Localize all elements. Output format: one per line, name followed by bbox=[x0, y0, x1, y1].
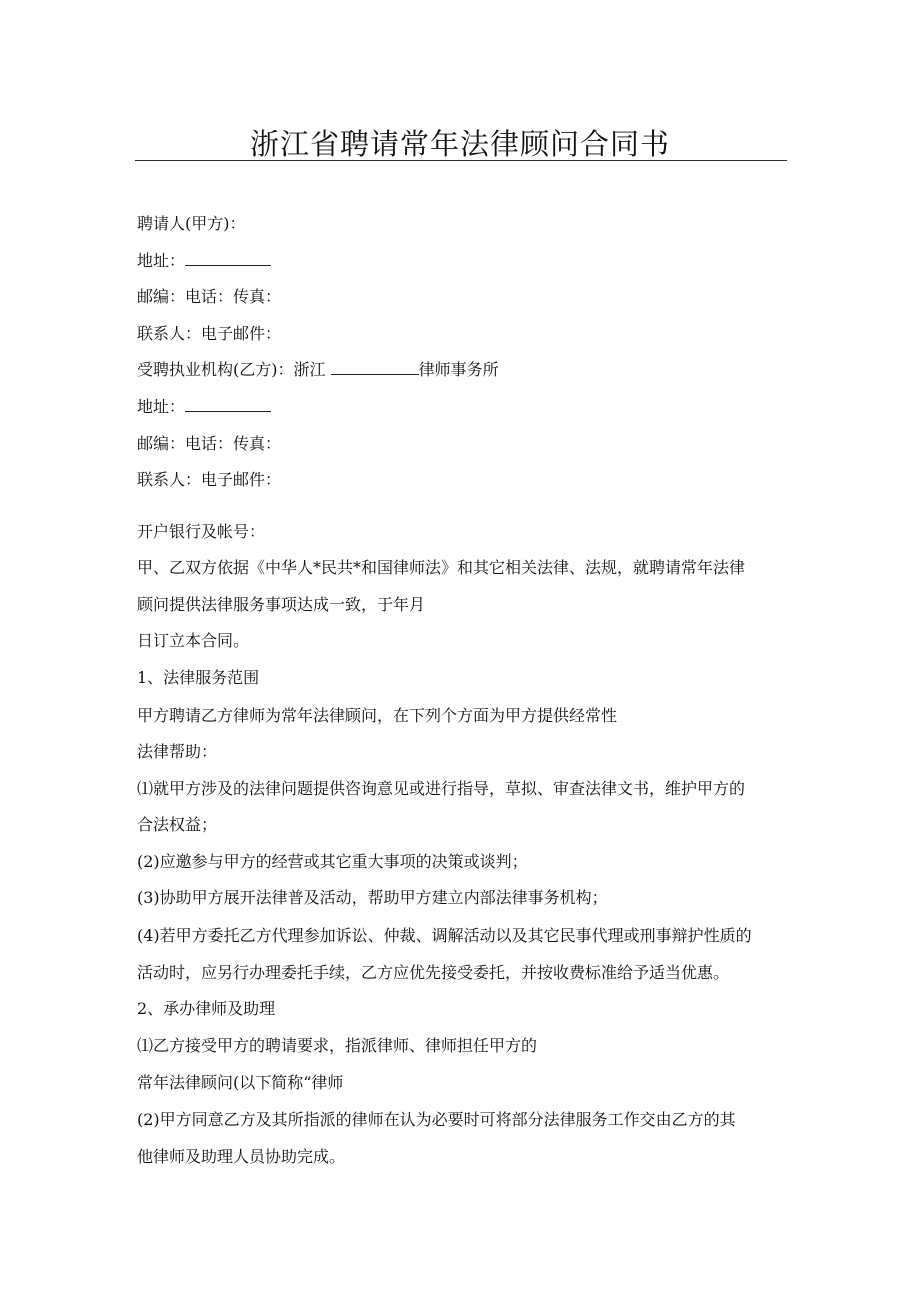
section-1-intro-line-1: 甲方聘请乙方律师为常年法律顾问，在下列个方面为甲方提供经常性 bbox=[137, 706, 618, 725]
preamble-line-3: 日订立本合同。 bbox=[137, 631, 250, 650]
party-a-address-line bbox=[137, 250, 271, 272]
section-1-item-4-line-1: (4)若甲方委托乙方代理参加诉讼、仲裁、调解活动以及其它民事代理或刑事辩护性质的 bbox=[137, 926, 752, 945]
section-2-item-2-line-1: (2)甲方同意乙方及其所指派的律师在认为必要时可将部分法律服务工作交由乙方的其 bbox=[137, 1110, 736, 1129]
party-a-address-label: 地址： bbox=[137, 251, 186, 270]
section-2-item-1-line-1: ⑴乙方接受甲方的聘请要求，指派律师、律师担任甲方的 bbox=[137, 1036, 538, 1055]
party-a-postcode-line: 邮编：电话：传真： bbox=[137, 287, 282, 306]
party-b-postcode-line: 邮编：电话：传真： bbox=[137, 434, 282, 453]
section-1-item-3: (3)协助甲方展开法律普及活动，帮助甲方建立内部法律事务机构； bbox=[137, 888, 608, 907]
party-b-label-suffix: 律师事务所 bbox=[418, 360, 499, 379]
party-b-address-label: 地址： bbox=[137, 397, 186, 416]
section-2-heading: 2、承办律师及助理 bbox=[137, 999, 276, 1018]
preamble-line-2: 顾问提供法律服务事项达成一致，于年月 bbox=[137, 595, 426, 614]
party-a-label: 聘请人(甲方)： bbox=[137, 214, 246, 233]
party-a-contact-line: 联系人：电子邮件： bbox=[137, 324, 282, 343]
section-1-item-1-line-2: 合法权益； bbox=[137, 815, 218, 834]
bank-account-line: 开户银行及帐号： bbox=[137, 522, 266, 541]
section-2-item-2-line-2: 他律师及助理人员协助完成。 bbox=[137, 1147, 346, 1166]
preamble-line-1: 甲、乙双方依据《中华人*民共*和国律师法》和其它相关法律、法规，就聘请常年法律 bbox=[137, 558, 746, 577]
document-title: 浙江省聘请常年法律顾问合同书 bbox=[249, 127, 670, 161]
section-1-item-1-line-1: ⑴就甲方涉及的法律问题提供咨询意见或进行指导，草拟、审查法律文书，维护甲方的 bbox=[137, 779, 746, 798]
party-b-label-prefix: 受聘执业机构(乙方)：浙江 bbox=[137, 360, 326, 379]
section-1-item-4-line-2: 活动时，应另行办理委托手续，乙方应优先接受委托，并按收费标准给予适当优惠。 bbox=[137, 963, 730, 982]
section-2-item-1-line-2: 常年法律顾问(以下简称“律师 bbox=[137, 1073, 344, 1092]
party-a-address-blank bbox=[185, 251, 271, 266]
party-b-address-line bbox=[137, 396, 271, 418]
section-1-intro-line-2: 法律帮助： bbox=[137, 742, 218, 761]
party-b-firm-blank bbox=[331, 360, 419, 375]
party-b-address-blank bbox=[185, 397, 271, 412]
section-1-item-2: (2)应邀参与甲方的经营或其它重大事项的决策或谈判； bbox=[137, 852, 528, 871]
title-underline bbox=[135, 160, 787, 161]
party-b-contact-line: 联系人：电子邮件： bbox=[137, 470, 282, 489]
party-b-label-line bbox=[137, 359, 499, 381]
section-1-heading: 1、法律服务范围 bbox=[137, 668, 260, 687]
